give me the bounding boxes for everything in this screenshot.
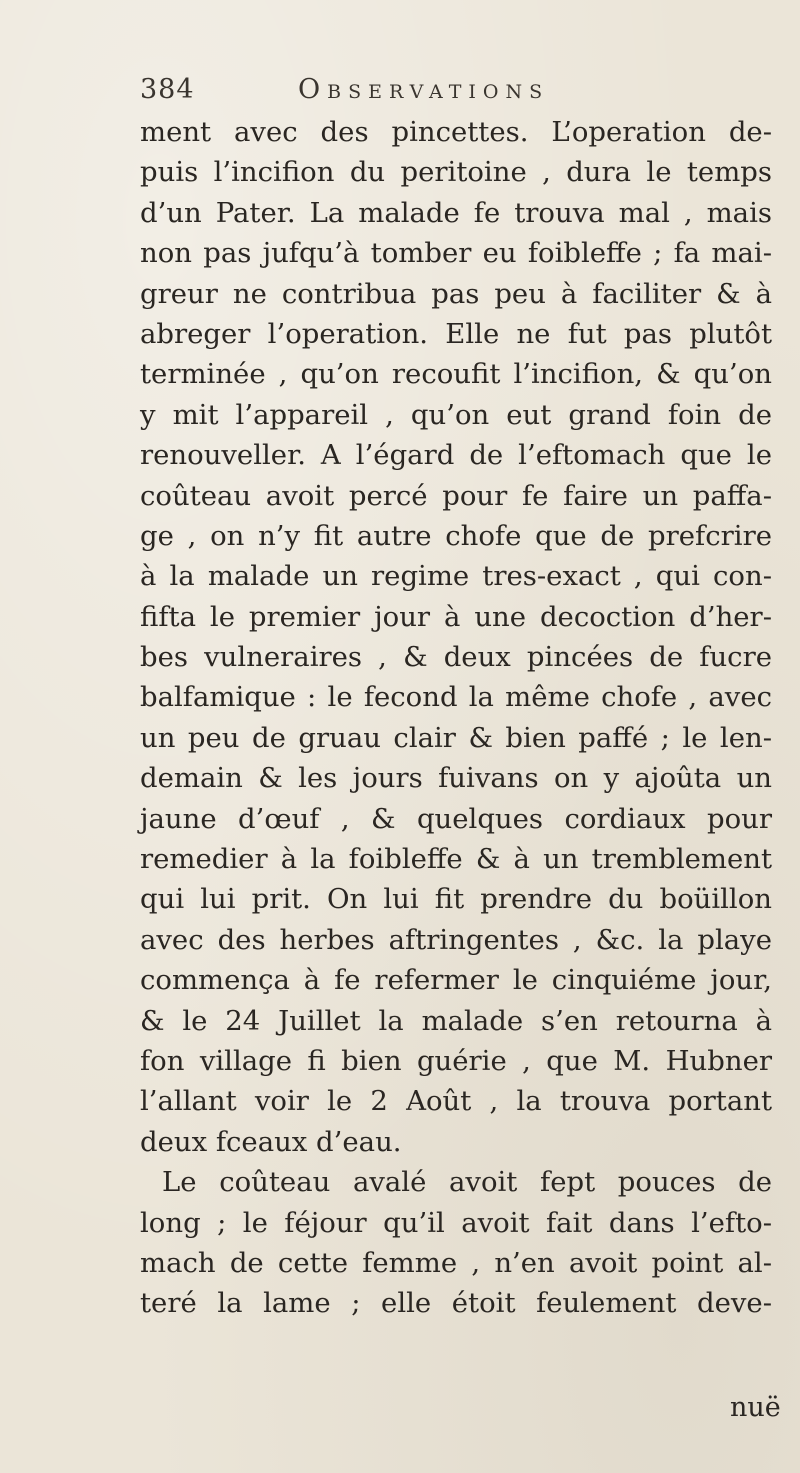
text-line: puis l’incifion du peritoine , dura le temps — [140, 156, 772, 189]
text-line: remedier à la foibleffe & à un tremblement — [140, 843, 772, 876]
text-line: abreger l’operation. Elle ne fut pas plutôt — [140, 317, 772, 350]
text-line: y mit l’appareil , qu’on eut grand foin de — [140, 398, 772, 431]
text-line: commença à fe refermer le cinquiéme jour, — [140, 964, 772, 997]
text-line: qui lui prit. On lui fit prendre du boüillon — [140, 883, 772, 916]
text-line: mach de cette femme , n’en avoit point al- — [140, 1246, 772, 1279]
running-title: Observations — [298, 74, 550, 105]
text-line: fon village fi bien guérie , que M. Hubner — [140, 1044, 772, 1077]
text-line: coûteau avoit percé pour fe faire un paffa- — [140, 479, 772, 512]
text-line: deux fceaux d’eau. — [140, 1125, 402, 1158]
text-line: greur ne contribua pas peu à faciliter & à — [140, 277, 772, 310]
catchword: nuë — [730, 1392, 781, 1423]
text-line: à la malade un regime tres-exact , qui con- — [140, 560, 772, 593]
text-line: ge , on n’y fit autre chofe que de prefcrire — [140, 519, 772, 552]
text-line: bes vulneraires , & deux pincées de fucre — [140, 641, 772, 674]
text-line: ment avec des pincettes. L’operation de- — [140, 116, 772, 148]
text-line: balfamique : le fecond la même chofe , avec — [140, 681, 772, 714]
text-line: terminée , qu’on recoufit l’incifion, & qu’on — [140, 358, 772, 391]
page-header — [140, 74, 660, 114]
text-line: long ; le féjour qu’il avoit fait dans l’efto- — [140, 1206, 772, 1239]
text-line: non pas jufqu’à tomber eu foibleffe ; fa mai- — [140, 237, 772, 270]
text-line: demain & les jours fuivans on y ajoûta un — [140, 762, 772, 795]
text-line: Le coûteau avalé avoit fept pouces de — [162, 1166, 772, 1199]
text-line: fifta le premier jour à une decoction d’her- — [140, 600, 772, 633]
text-line: renouveller. A l’égard de l’eftomach que le — [140, 439, 772, 472]
text-line: avec des herbes aftringentes , &c. la playe — [140, 923, 772, 956]
text-line: jaune d’œuf , & quelques cordiaux pour — [140, 802, 772, 835]
text-line: & le 24 Juillet la malade s’en retourna à — [140, 1004, 772, 1037]
text-line: un peu de gruau clair & bien paffé ; le len- — [140, 721, 772, 754]
text-line: l’allant voir le 2 Août , la trouva portant — [140, 1085, 772, 1118]
page-number: 384 — [140, 74, 195, 105]
text-line: d’un Pater. La malade fe trouva mal , mais — [140, 196, 772, 229]
text-line: teré la lame ; elle étoit feulement deve- — [140, 1287, 772, 1320]
body-text — [140, 112, 772, 1324]
